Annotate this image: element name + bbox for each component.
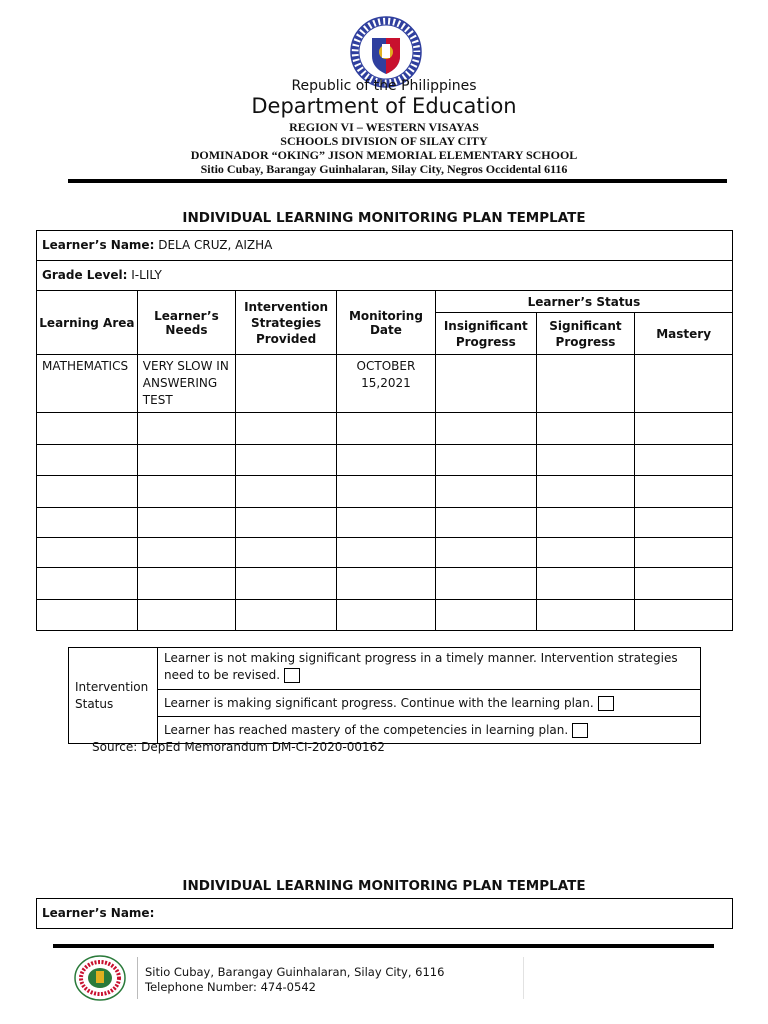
checkbox[interactable] xyxy=(572,723,588,738)
learner-name-label: Learner’s Name: xyxy=(42,238,155,252)
table-row xyxy=(37,508,733,538)
intervention-option xyxy=(157,648,700,690)
col-mastery: Mastery xyxy=(635,313,733,355)
cell-significant xyxy=(536,355,635,413)
cell-insignificant xyxy=(435,355,536,413)
col-learner-needs: Learner’s Needs xyxy=(137,291,235,355)
learner-name-label-2: Learner’s Name: xyxy=(42,906,155,920)
table-row xyxy=(37,600,733,631)
header-divider xyxy=(68,179,727,183)
intervention-option-text: Learner is making significant progress. Continue with the learning plan. xyxy=(163,695,594,710)
cell-learner-needs: VERY SLOW IN ANSWERING TEST xyxy=(137,355,235,413)
school-logo xyxy=(74,955,126,1001)
region-line: REGION VI – WESTERN VISAYAS xyxy=(289,120,479,134)
cell-learning-area: MATHEMATICS xyxy=(37,355,138,413)
col-significant-progress: Significant Progress xyxy=(536,313,635,355)
monitoring-table xyxy=(36,230,733,631)
intervention-status-label: Intervention Status xyxy=(69,648,158,744)
intervention-option-text: Learner has reached mastery of the competencies in learning plan. xyxy=(163,722,569,737)
learner-name-value: DELA CRUZ, AIZHA xyxy=(158,238,273,252)
cell-intervention-strategies xyxy=(236,355,337,413)
address-line: Sitio Cubay, Barangay Guinhalaran, Silay City, Negros Occidental 6116 xyxy=(200,162,568,176)
division-line: SCHOOLS DIVISION OF SILAY CITY xyxy=(280,134,488,148)
republic-line: Republic of the Philippines xyxy=(291,78,477,94)
plan-title: INDIVIDUAL LEARNING MONITORING PLAN TEMPLATE xyxy=(182,210,586,226)
grade-level-row xyxy=(37,261,733,291)
school-line: DOMINADOR “OKING” JISON MEMORIAL ELEMENTARY SCHOOL xyxy=(190,148,578,162)
col-learning-area: Learning Area xyxy=(37,291,138,355)
footer-phone: Telephone Number: 474-0542 xyxy=(145,980,316,994)
table-row xyxy=(37,568,733,600)
col-intervention-strategies: Intervention Strategies Provided xyxy=(236,291,337,355)
table-row xyxy=(37,413,733,445)
footer-address: Sitio Cubay, Barangay Guinhalaran, Silay City, 6116 xyxy=(145,965,445,979)
footer-vertical-rule xyxy=(137,957,138,999)
learner-name-row-2 xyxy=(37,899,733,929)
col-monitoring-date: Monitoring Date xyxy=(337,291,436,355)
intervention-status-table xyxy=(68,647,701,744)
table-row xyxy=(37,538,733,568)
source-note: Source: DepEd Memorandum DM-CI-2020-00162 xyxy=(92,740,385,754)
table-row xyxy=(37,476,733,508)
footer-divider xyxy=(53,944,714,948)
footer-right-rule xyxy=(523,957,524,999)
grade-level-label: Grade Level: xyxy=(42,268,128,282)
department-title: Department of Education xyxy=(251,94,517,118)
checkbox[interactable] xyxy=(598,696,614,711)
checkbox[interactable] xyxy=(284,668,300,683)
grade-level-value: I-LILY xyxy=(131,268,162,282)
col-insignificant-progress: Insignificant Progress xyxy=(435,313,536,355)
learner-name-row xyxy=(37,231,733,261)
table-row xyxy=(37,355,733,413)
table-row xyxy=(37,445,733,476)
plan-title-2: INDIVIDUAL LEARNING MONITORING PLAN TEMPLATE xyxy=(182,878,586,894)
cell-monitoring-date: OCTOBER 15,2021 xyxy=(337,355,436,413)
learner-name-table-2 xyxy=(36,898,733,929)
intervention-option xyxy=(157,690,700,717)
school-logo-icon xyxy=(74,955,126,1001)
cell-mastery xyxy=(635,355,733,413)
intervention-option-text: Learner is not making significant progress in a timely manner. Intervention strategies need to be revised. xyxy=(163,651,678,682)
col-learner-status: Learner’s Status xyxy=(435,291,732,313)
